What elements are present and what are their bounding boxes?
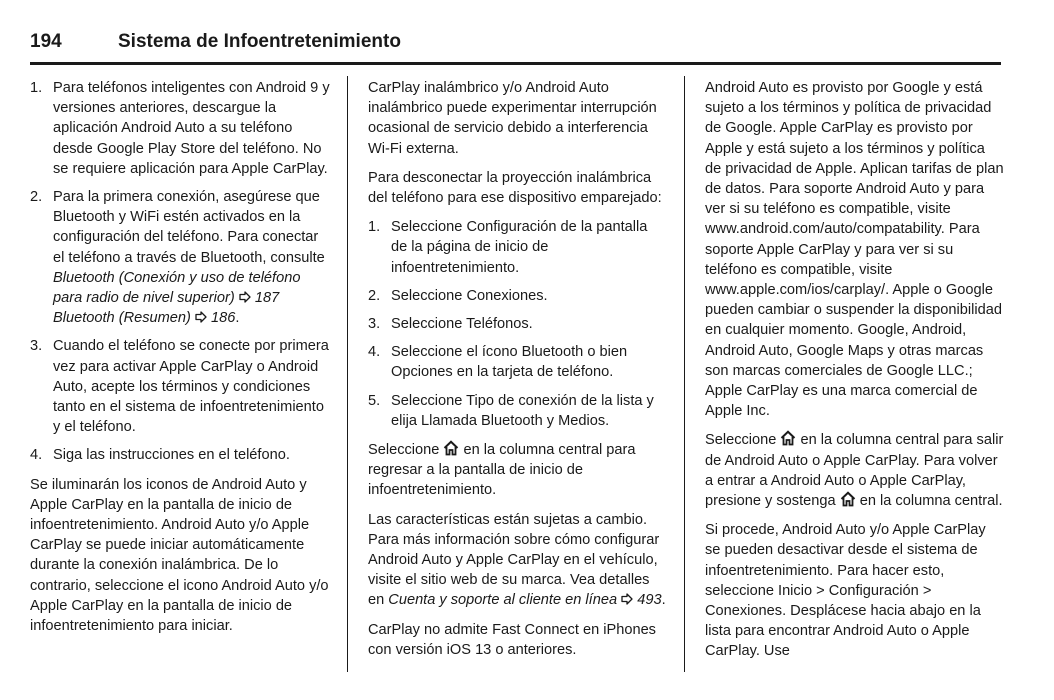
list-item: 1. Seleccione Configuración de la pantalla de la página de inicio de infoentretenimiento. (368, 219, 648, 276)
column-1 (30, 78, 330, 645)
home-icon (840, 491, 856, 507)
paragraph: Seleccione en la columna central para salir de Android Auto o Apple CarPlay. Para volver a entrar a Android Auto o Apple CarPlay, presione y sostenga en la columna central. (705, 432, 1004, 510)
column-divider (347, 76, 348, 672)
page-reference[interactable]: 493 (637, 592, 662, 609)
paragraph: Si procede, Android Auto y/o Apple CarPlay se pueden desactivar desde el sistema de infoentretenimiento. Para hacer esto, seleccione Inicio > Configuración > Conexiones. Desplácese hacia abajo en la lista para encontrar Android Auto o Apple CarPlay. Use (705, 522, 986, 660)
cross-reference[interactable]: Bluetooth (Resumen) (53, 310, 191, 327)
page-header (30, 28, 1001, 65)
list-item: 3. Cuando el teléfono se conecte por primera vez para activar Apple CarPlay o Android Auto, acepte los términos y condiciones tanto en el sistema de infoentretenimiento y el teléfono. (30, 338, 329, 436)
list-item: 4. Seleccione el ícono Bluetooth o bien Opciones en la tarjeta de teléfono. (368, 344, 628, 381)
cross-reference[interactable]: Cuenta y soporte al cliente en línea (388, 592, 618, 609)
column-divider (684, 76, 685, 672)
page-number: 194 (30, 31, 62, 52)
column-2 (368, 78, 666, 669)
page-reference-arrow-icon (239, 291, 251, 303)
page-reference-arrow-icon (621, 593, 633, 605)
page-reference-arrow-icon (195, 311, 207, 323)
page-reference[interactable]: 186 (211, 310, 236, 327)
paragraph: Android Auto es provisto por Google y está sujeto a los términos y política de privacidad de Google. Apple CarPlay es provisto por Apple y está sujeto a los términos y política de privacidad de Apple. Aplican tarifas de plan de datos. Para soporte Android Auto y para ver si su teléfono es compatible, visite www.android.com/auto/compatability. Para soporte Apple CarPlay y para ver si su teléfono es compatible, visite www.apple.com/ios/carplay/. Apple o Google pueden cambiar o suspender la disponibilidad en cualquier momento. Google, Android, Android Auto, Google Maps y otras marcas son marcas comerciales de Google LLC.; Apple CarPlay es una marca comercial de Apple Inc. (705, 80, 1004, 420)
home-icon (780, 430, 796, 446)
paragraph: Para desconectar la proyección inalámbrica del teléfono para ese dispositivo emparejado: (368, 169, 662, 207)
list-item: 2. Para la primera conexión, asegúrese que Bluetooth y WiFi estén activados en la configuración del teléfono. Para conectar el teléfono a través de Bluetooth, consulte Bluetooth (Conexión y uso de teléfono para radio de nivel superior) 187 Bluetooth (Resumen) 186. (30, 189, 325, 327)
list-item: 5. Seleccione Tipo de conexión de la lista y elija Llamada Bluetooth y Medios. (368, 392, 654, 429)
paragraph: Seleccione en la columna central para regresar a la pantalla de inicio de infoentretenimiento. (368, 442, 636, 499)
list-item: 2. Seleccione Conexiones. (368, 287, 548, 304)
cross-reference[interactable]: Bluetooth (Conexión y uso de teléfono para radio de nivel superior) (53, 269, 301, 307)
column-3 (705, 78, 1005, 671)
paragraph: Las características están sujetas a cambio. Para más información sobre cómo configurar Android Auto y Apple CarPlay en el vehículo, visite el sitio web de su marca. Vea detalles en Cuenta y soporte al cliente en línea 493. (368, 511, 666, 609)
disconnect-steps-list (368, 217, 666, 431)
paragraph: CarPlay no admite Fast Connect en iPhones con versión iOS 13 o anteriores. (368, 621, 656, 658)
page-title: Sistema de Infoentretenimiento (118, 31, 401, 52)
home-icon (443, 440, 459, 456)
list-item: 3. Seleccione Teléfonos. (368, 316, 533, 333)
paragraph: Se iluminarán los iconos de Android Auto y Apple CarPlay en la pantalla de inicio de infoentretenimiento. Android Auto y/o Apple CarPlay se puede iniciar automáticamente durante la conexión inalámbrica. De lo contrario, seleccione el icono Android Auto y/o Apple CarPlay en la pantalla de inicio de infoentretenimiento para iniciar. (30, 476, 329, 635)
paragraph: CarPlay inalámbrico y/o Android Auto inalámbrico puede experimentar interrupción ocasional de servicio debido a interferencia Wi-Fi externa. (368, 80, 657, 157)
setup-steps-list (30, 78, 330, 466)
page-reference[interactable]: 187 (254, 290, 280, 307)
list-item: 1. Para teléfonos inteligentes con Android 9 y versiones anteriores, descargue la aplicación Android Auto a su teléfono desde Google Play Store del teléfono. No se requiere aplicación para Apple CarPlay. (30, 80, 330, 177)
list-item: 4. Siga las instrucciones en el teléfono. (30, 447, 290, 464)
